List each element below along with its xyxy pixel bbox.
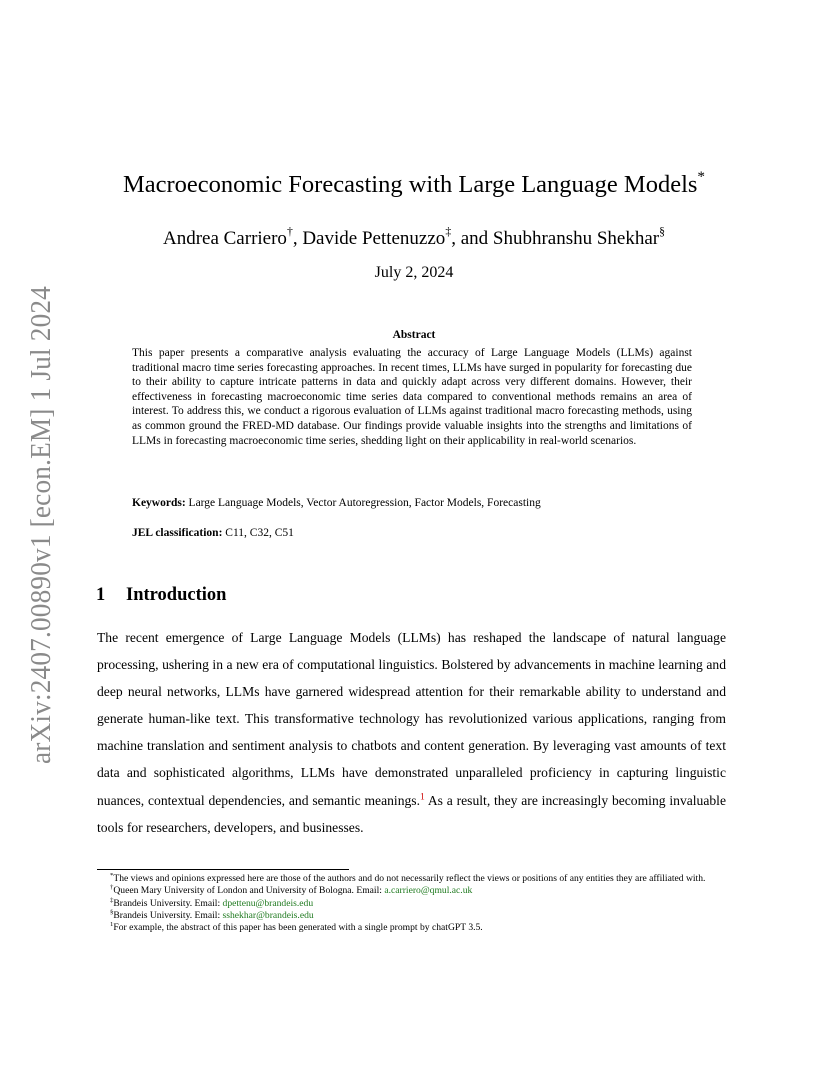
footnote-text: Brandeis University. Email:	[113, 909, 223, 921]
footnote-marker: §	[110, 908, 114, 916]
footnote-item	[97, 898, 726, 910]
author-name: Shubhranshu Shekhar	[492, 228, 660, 249]
keywords-line	[132, 495, 692, 511]
footnote-marker: ‡	[110, 896, 114, 904]
abstract-body: This paper presents a comparative analysis evaluating the accuracy of Large Language Models (LLMs) against traditional macro time series forecasting approaches. In recent times, LLMs have surged in popularity for forecasting due to their ability to capture intricate patterns in data and quickly adapt across very different domains. However, their effectiveness in forecasting macroeconomic time series data compared to conventional methods remains an area of interest. To address this, we conduct a rigorous evaluation of LLMs against traditional macro forecasting methods, using as common ground the FRED-MD database. Our findings provide valuable insights into the strengths and limitations of LLMs in forecasting macroeconomic time series, shedding light on their applicability in real-world scenarios.	[132, 347, 692, 447]
arxiv-identifier-text: arXiv:2407.00890v1 [econ.EM] 1 Jul 2024	[26, 272, 57, 764]
paper-title-text: Macroeconomic Forecasting with Large Language Models	[122, 171, 698, 198]
email-link[interactable]: dpettenu@brandeis.edu	[222, 897, 314, 909]
footnote-marker: †	[110, 884, 114, 892]
footnote-divider	[97, 869, 349, 870]
author-name: Andrea Carriero	[162, 228, 287, 249]
author-affiliation-marker: §	[659, 224, 666, 238]
footnote-text: Brandeis University. Email:	[113, 897, 223, 909]
abstract-heading: Abstract	[392, 329, 436, 341]
jel-label: JEL classification:	[132, 527, 223, 539]
footnote-reference-link[interactable]: 1	[419, 792, 425, 803]
author-separator: , and	[451, 228, 493, 249]
introduction-paragraph	[97, 624, 726, 841]
footnote-item	[97, 910, 726, 922]
intro-text: The recent emergence of Large Language Models (LLMs) has reshaped the landscape of natural language processing, ushering in a new era of computational linguistics. Bolstered by advancements in machine learning and deep neural networks, LLMs have garnered widespread attention for their remarkable ability to understand and generate human-like text. This transformative technology has revolutionized various applications, ranging from machine translation and sentiment analysis to chatbots and content generation. By leveraging vast amounts of text data and sophisticated algorithms, LLMs have demonstrated unparalleled proficiency in capturing linguistic nuances, contextual dependencies, and semantic meanings.	[97, 630, 726, 808]
author-affiliation-marker: †	[286, 224, 293, 238]
paper-title	[0, 168, 828, 202]
footnote-text: Queen Mary University of London and University of Bologna. Email:	[113, 885, 385, 897]
footnote-marker: 1	[110, 921, 114, 928]
author-separator: ,	[292, 228, 303, 249]
section-number: 1	[96, 585, 106, 605]
title-footnote-marker: *	[697, 167, 706, 185]
footnote-item	[97, 922, 726, 934]
author-affiliation-marker: ‡	[445, 224, 452, 238]
footnote-marker: *	[110, 871, 114, 879]
jel-classification-line	[132, 525, 692, 541]
keywords-value: Large Language Models, Vector Autoregression, Factor Models, Forecasting	[188, 497, 541, 509]
email-link[interactable]: sshekhar@brandeis.edu	[222, 909, 314, 921]
footnote-text: For example, the abstract of this paper has been generated with a single prompt by chatGPT 3.5.	[113, 922, 483, 934]
arxiv-side-stamp	[4, 0, 72, 1072]
section-heading	[96, 582, 226, 608]
paper-date: July 2, 2024	[374, 264, 454, 281]
footnotes	[97, 873, 726, 934]
keywords-label: Keywords:	[132, 497, 186, 509]
footnote-text: The views and opinions expressed here are those of the authors and do not necessarily reflect the views or positions of any entities they are affiliated with.	[113, 873, 706, 884]
footnote-item	[97, 885, 726, 897]
footnote-item	[97, 873, 726, 885]
section-title: Introduction	[126, 585, 227, 605]
author-list	[0, 225, 828, 253]
intro-text-continued: As a result, they are increasingly becoming invaluable tools for researchers, developers, and businesses.	[97, 792, 726, 835]
author-name: Davide Pettenuzzo	[302, 228, 446, 249]
email-link[interactable]: a.carriero@qmul.ac.uk	[384, 885, 473, 897]
jel-value: C11, C32, C51	[225, 527, 294, 539]
